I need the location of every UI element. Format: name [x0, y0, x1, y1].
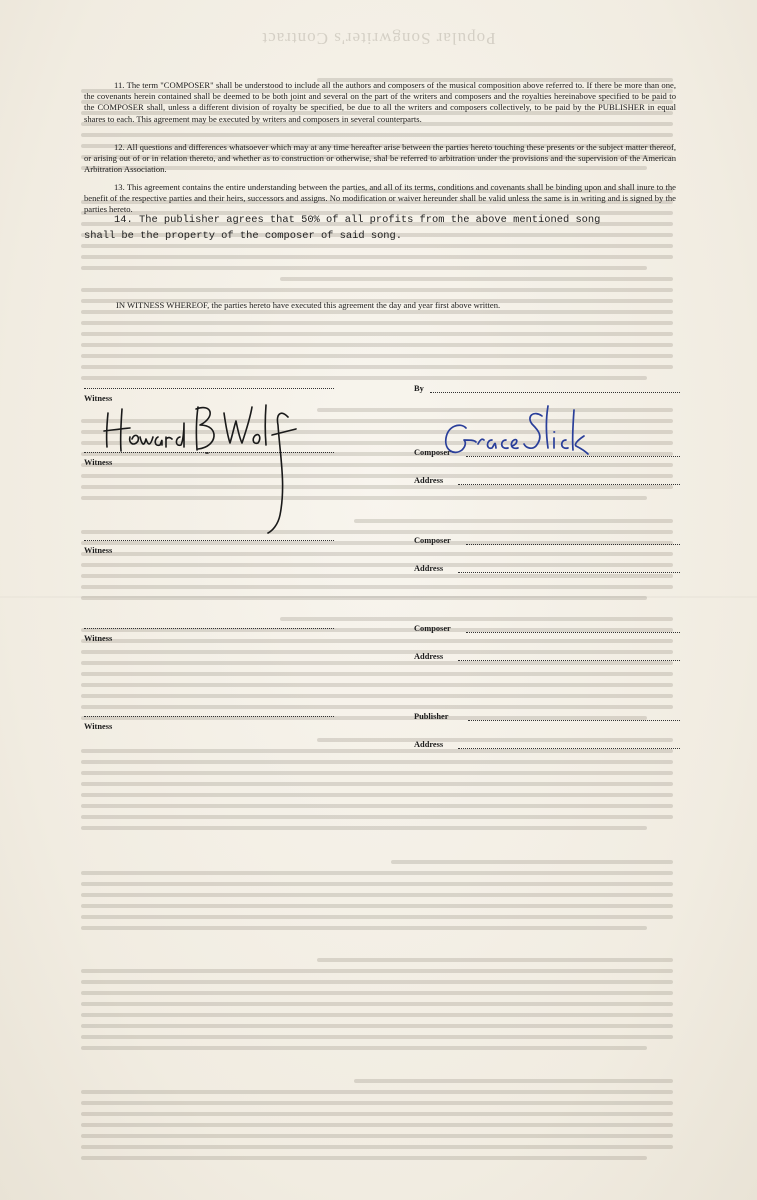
- bleed-text-line: [81, 705, 673, 709]
- bleed-text-line: [81, 1123, 673, 1127]
- composer-label: Composer: [414, 624, 451, 633]
- bleed-text-line: [81, 1101, 673, 1105]
- bleed-text-line: [81, 1156, 647, 1160]
- bleed-text-line: [391, 860, 673, 864]
- typed-line-2: shall be the property of the composer of said song.: [84, 230, 403, 242]
- address-row-4: [84, 652, 684, 666]
- bleed-text-line: [81, 793, 673, 797]
- address-row-5: [84, 740, 684, 754]
- signature-row-4: [84, 624, 684, 643]
- witness-label: Witness: [84, 394, 113, 403]
- clause-12: [84, 142, 676, 176]
- bleed-text-line: [81, 882, 673, 886]
- address-row-3: [84, 564, 684, 578]
- bleed-text-line: [81, 782, 673, 786]
- bleed-text-line: [81, 321, 673, 325]
- bleed-title: Popular Songwriter's Contract: [261, 29, 496, 48]
- composer-line: [466, 632, 680, 633]
- bleed-text-line: [81, 760, 673, 764]
- witness-label: Witness: [84, 458, 113, 467]
- bleed-text-line: [280, 277, 673, 281]
- clause-13: [84, 182, 676, 216]
- typed-line-1: The publisher agrees that 50% of all profits from the above mentioned song: [138, 214, 601, 226]
- witness-line: [84, 388, 334, 389]
- bleed-text-line: [81, 552, 673, 556]
- witness-label: Witness: [84, 634, 113, 643]
- bleed-text-line: [354, 519, 673, 523]
- address-line: [458, 748, 680, 749]
- bleed-text-line: [81, 771, 673, 775]
- signature-row-5: [84, 712, 684, 731]
- bleed-text-line: [81, 585, 673, 589]
- clause-text: The term "COMPOSER" shall be understood to include all the authors and composers of the musical composition above referred to. If there be more than one, the covenants herein contained shall be deemed to be both joint and several on the part of the writers and composers and the royalties hereinabove specified to be paid to the COMPOSER shall, unless a different division of royalty be specified, be due to all the writers and composers collectively, to be paid by the PUBLISHER in equal shares to each. This agreement may be executed by writers and composers in several counterparts.: [84, 80, 676, 124]
- bleed-text-line: [81, 1112, 673, 1116]
- bleed-text-line: [81, 376, 647, 380]
- address-line: [458, 572, 680, 573]
- publisher-label: Publisher: [414, 712, 449, 721]
- address-label: Address: [414, 652, 444, 661]
- by-label: By: [414, 384, 424, 393]
- witness-label: Witness: [84, 722, 113, 731]
- witness-line: [84, 628, 334, 629]
- bleed-text-line: [81, 1035, 673, 1039]
- bleed-text-line: [81, 915, 673, 919]
- bleed-text-line: [81, 694, 673, 698]
- bleed-text-line: [81, 332, 673, 336]
- bleed-text-line: [81, 354, 673, 358]
- address-line: [458, 484, 680, 485]
- bleed-text-line: [81, 1046, 647, 1050]
- composer-label: Composer: [414, 448, 451, 457]
- bleed-text-line: [81, 1145, 673, 1149]
- bleed-text-line: [81, 244, 673, 248]
- address-label: Address: [414, 564, 444, 573]
- by-line: [430, 392, 680, 393]
- bleed-text-line: [317, 958, 673, 962]
- bleed-text-line: [81, 672, 673, 676]
- bleed-text-line: [81, 1024, 673, 1028]
- bleed-text-line: [81, 365, 673, 369]
- bleed-text-line: [81, 266, 647, 270]
- bleed-text-line: [81, 1002, 673, 1006]
- bleed-text-line: [81, 804, 673, 808]
- bleed-text-line: [81, 683, 673, 687]
- bleed-text-line: [354, 1079, 673, 1083]
- publisher-line: [468, 720, 680, 721]
- bleed-text-line: [81, 1090, 673, 1094]
- bleed-text-line: [81, 815, 673, 819]
- bleed-text-line: [81, 926, 647, 930]
- bleed-text-line: [81, 969, 673, 973]
- composer-line: [466, 544, 680, 545]
- bleed-text-line: [81, 288, 673, 292]
- bleed-text-line: [81, 343, 673, 347]
- witness-statement: IN WITNESS WHEREOF, the parties hereto have executed this agreement the day and year first above written.: [116, 300, 501, 310]
- clause-number: 13.: [114, 182, 125, 192]
- bleed-text-line: [81, 893, 673, 897]
- bleed-text-line: [81, 904, 673, 908]
- clause-text: All questions and differences whatsoever which may at any time hereafter arise between the parties hereto touching these presents or the subject matter thereof, or arising out of or in relation thereto, and whether as to construction or otherwise, shal be referred to arbitration under the provisions and the supervision of the American Arbitration Association.: [84, 142, 676, 175]
- clause-number: 14.: [114, 214, 133, 226]
- clause-text: This agreement contains the entire understanding between the parties, and all of its terms, conditions and covenants shall be binding upon and shall inure to the benefit of the respective parties and their heirs, successors and assigns. No modification or waiver hereunder shall be valid unless the same is in writing and is signed by the parties hereto.: [84, 182, 676, 215]
- clause-11: [84, 80, 676, 125]
- bleed-text-line: [81, 871, 673, 875]
- bleed-text-line: [81, 133, 673, 137]
- bleed-text-line: [81, 255, 673, 259]
- witness-line: [84, 716, 334, 717]
- address-line: [458, 660, 680, 661]
- clause-number: 12.: [114, 142, 125, 152]
- bleed-text-line: [81, 991, 673, 995]
- paper-fold: [0, 596, 757, 598]
- bleed-text-line: [81, 980, 673, 984]
- bleed-text-line: [81, 310, 673, 314]
- bleed-text-line: [81, 826, 647, 830]
- composer-label: Composer: [414, 536, 451, 545]
- witness-label: Witness: [84, 546, 113, 555]
- address-label: Address: [414, 740, 444, 749]
- witness-handwritten-signature: [100, 395, 340, 545]
- clause-14-typed: [84, 212, 684, 244]
- bleed-text-line: [81, 639, 673, 643]
- bleed-text-line: [280, 617, 673, 621]
- bleed-text-line: [81, 1134, 673, 1138]
- clause-number: 11.: [114, 80, 125, 90]
- composer-handwritten-signature: [440, 398, 610, 470]
- bleed-text-line: [81, 1013, 673, 1017]
- address-label: Address: [414, 476, 444, 485]
